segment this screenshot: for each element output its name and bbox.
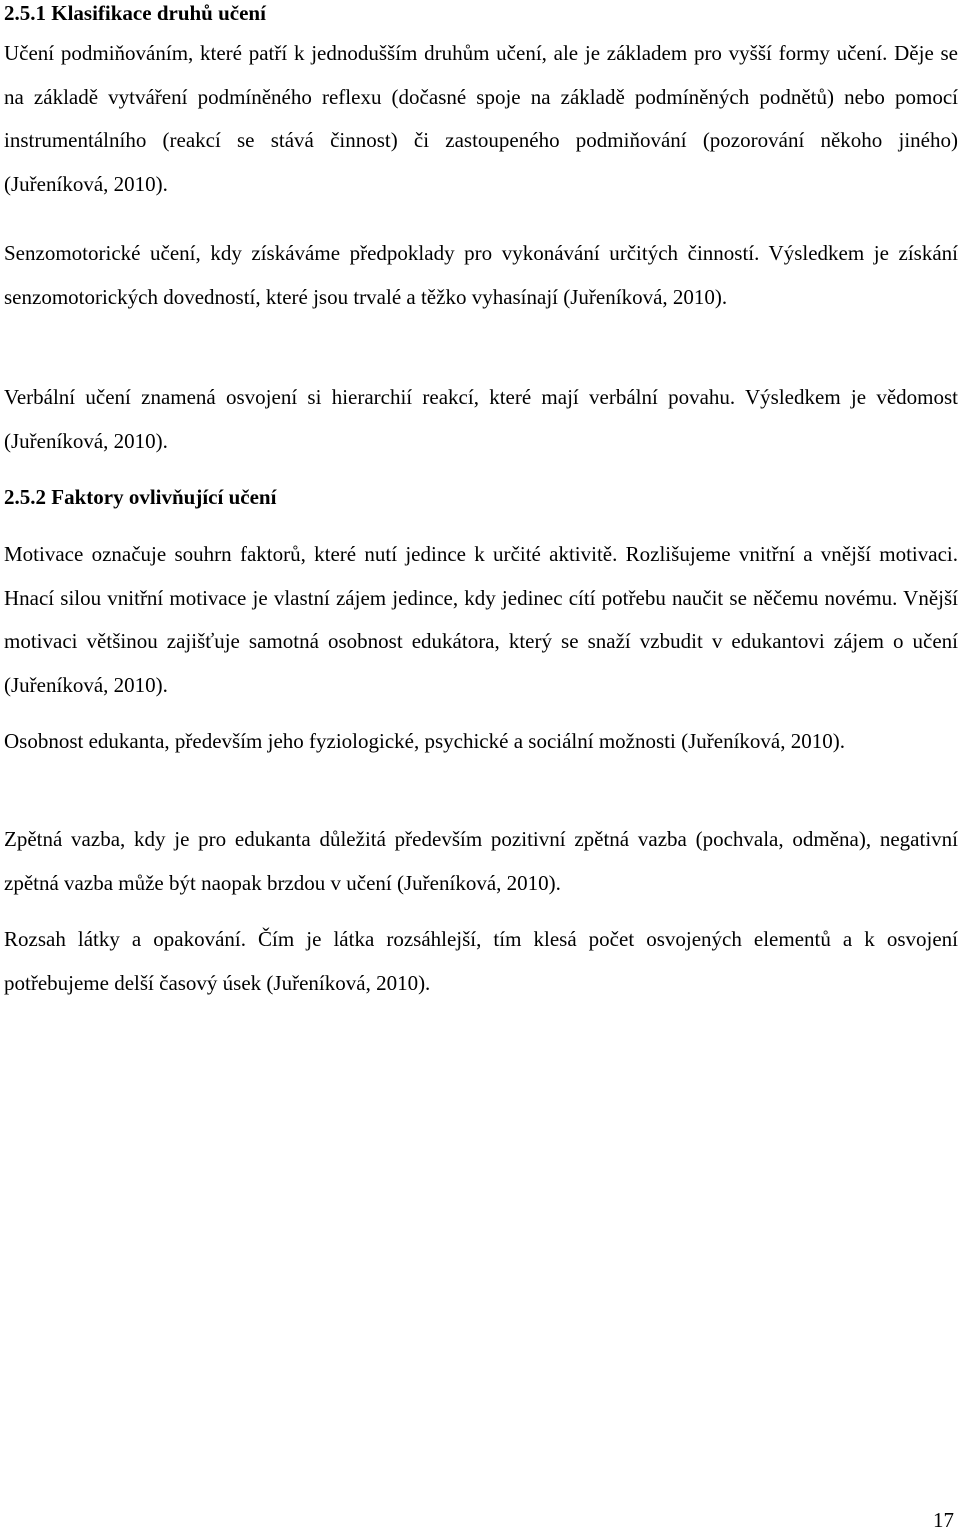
paragraph-zpetna-vazba: Zpětná vazba, kdy je pro edukanta důležitá především pozitivní zpětná vazba (pochvala, odměna), negativní zpětná vazba může být naopak brzdou v učení (Juřeníková, 2010). [4, 827, 958, 895]
page-number: 17 [933, 1508, 954, 1532]
paragraph-rozsah-latky: Rozsah látky a opakování. Čím je látka rozsáhlejší, tím klesá počet osvojených elementů a k osvojení potřebujeme delší časový úsek (Juřeníková, 2010). [4, 927, 958, 995]
section-heading-faktory: 2.5.2 Faktory ovlivňující učení [4, 485, 277, 509]
paragraph-verbalni-uceni: Verbální učení znamená osvojení si hierarchií reakcí, které mají verbální povahu. Výsledkem je vědomost (Juřeníková, 2010). [4, 385, 958, 453]
section-heading-klasifikace: 2.5.1 Klasifikace druhů učení [4, 1, 266, 25]
paragraph-senzomotoricke-uceni: Senzomotorické učení, kdy získáváme předpoklady pro vykonávání určitých činností. Výsledkem je získání senzomotorických dovedností, které jsou trvalé a těžko vyhasínají (Juřeníková, 2010). [4, 241, 958, 309]
paragraph-osobnost-edukanta: Osobnost edukanta, především jeho fyziologické, psychické a sociální možnosti (Juřeníková, 2010). [4, 729, 845, 753]
paragraph-uceni-podminovanim: Učení podmiňováním, které patří k jednodušším druhům učení, ale je základem pro vyšší formy učení. Děje se na základě vytváření podmíněného reflexu (dočasné spoje na základě podmíněných podnětů) nebo pomocí instrumentálního (reakcí se stává činnost) či zastoupeného podmiňování (pozorování někoho jiného) (Juřeníková, 2010). [4, 41, 958, 196]
paragraph-motivace: Motivace označuje souhrn faktorů, které nutí jedince k určité aktivitě. Rozlišujeme vnitřní a vnější motivaci. Hnací silou vnitřní motivace je vlastní zájem jedince, kdy jedinec cítí potřebu naučit se něčemu novému. Vnější motivaci většinou zajišťuje samotná osobnost edukátora, který se snaží vzbudit v edukantovi zájem o učení (Juřeníková, 2010). [4, 542, 958, 697]
